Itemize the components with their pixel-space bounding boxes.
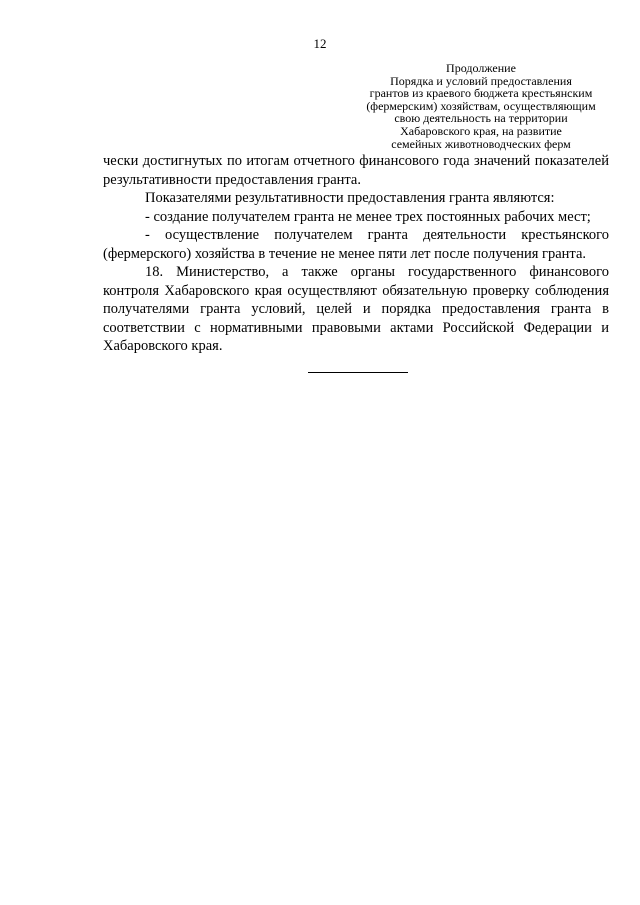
body-paragraph-section-18: 18. Министерство, а также органы государственного финансового контроля Хабаровского края осуществляют обязательную проверку соблюдения получателями гранта условий, целей и порядка предоставления гранта в соответствии с нормативными правовыми актами Российской Федерации и Хабаровского края. xyxy=(103,264,609,354)
body-paragraph-indicators: Показателями результативности предоставления гранта являются: xyxy=(145,190,555,206)
body-paragraph-bullet-activity: - осуществление получателем гранта деятельности крестьянского (фермерского) хозяйства в течение не менее пяти лет после получения гранта. xyxy=(103,227,609,262)
header-title-line: Хабаровского края, на развитие xyxy=(400,123,562,138)
header-title-line: грантов из краевого бюджета крестьянским xyxy=(369,86,593,101)
header-title-line: (фермерским) хозяйствам, осуществляющим xyxy=(366,98,596,113)
header-title-line: Порядка и условий предоставления xyxy=(390,73,572,88)
header-title-line: семейных животноводческих ферм xyxy=(391,136,571,151)
header-title-line: свою деятельность на территории xyxy=(394,111,568,126)
header-continuation-label: Продолжение xyxy=(446,61,516,75)
document-body xyxy=(103,152,609,356)
document-header xyxy=(355,62,607,150)
body-paragraph-bullet-jobs: - создание получателем гранта не менее трех постоянных рабочих мест; xyxy=(145,208,591,225)
page-number: 12 xyxy=(313,36,327,51)
end-separator-line xyxy=(308,372,408,373)
body-paragraph-continued: чески достигнутых по итогам отчетного финансового года значений показателей результативности предоставления гранта. xyxy=(103,153,609,188)
